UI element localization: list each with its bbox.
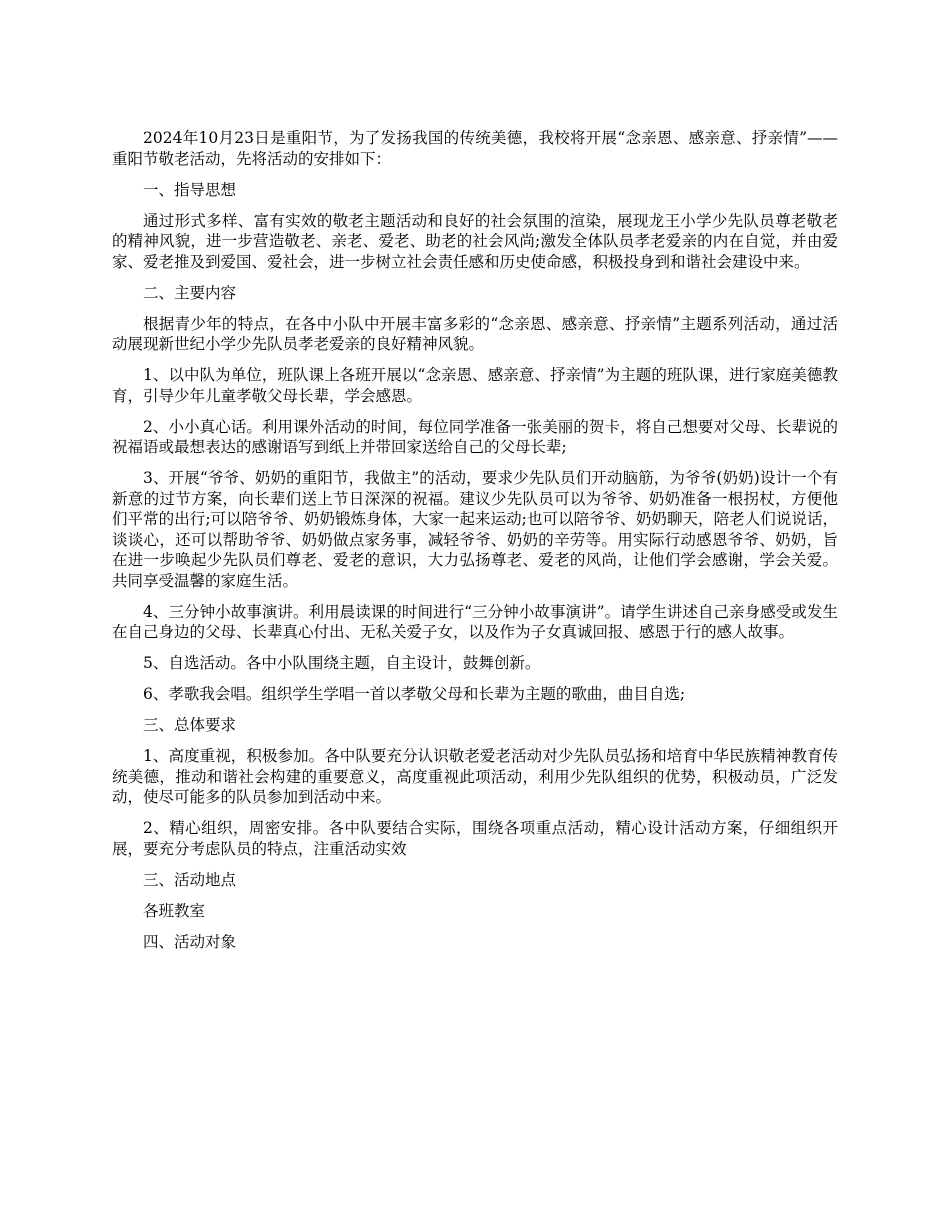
main-content-paragraph: 根据青少年的特点，在各中小队中开展丰富多彩的“念亲恩、感亲意、抒亲情”主题系列活动，通过活动展现新世纪小学少先队员孝老爱亲的良好精神风貌。 — [112, 314, 838, 353]
section-heading-participants: 四、活动对象 — [143, 932, 237, 951]
content-item-3: 3、开展“爷爷、奶奶的重阳节，我做主”的活动，要求少先队员们开动脑筋，为爷爷(奶奶)设计一个有新意的过节方案，向长辈们送上节日深深的祝福。建议少先队员可以为爷爷、奶奶准备一根拐杖，方便他们平常的出行;可以陪爷爷、奶奶锻炼身体，大家一起来运动;也可以陪爷爷、奶奶聊天，陪老人们说说话，谈谈心，还可以帮助爷爷、奶奶做点家务事，减轻爷爷、奶奶的辛劳等。用实际行动感恩爷爷、奶奶，旨在进一步唤起少先队员们尊老、爱老的意识，大力弘扬尊老、爱老的风尚，让他们学会感谢，学会关爱。共同享受温馨的家庭生活。 — [112, 469, 838, 590]
content-item-1: 1、以中队为单位，班队课上各班开展以“念亲恩、感亲意、抒亲情”为主题的班队课，进行家庭美德教育，引导少年儿童孝敬父母长辈，学会感恩。 — [112, 366, 838, 405]
content-item-5: 5、自选活动。各中小队围绕主题，自主设计，鼓舞创新。 — [143, 654, 541, 672]
document-page — [112, 128, 838, 963]
content-item-4: 4、三分钟小故事演讲。利用晨读课的时间进行“三分钟小故事演讲”。请学生讲述自己亲身感受或发生在自己身边的父母、长辈真心付出、无私关爱子女，以及作为子女真诚回报、感恩于行的感人故事。 — [112, 602, 838, 641]
content-item-6: 6、孝歌我会唱。组织学生学唱一首以孝敬父母和长辈为主题的歌曲，曲目自选; — [143, 685, 686, 703]
section-heading-guiding-ideology: 一、指导思想 — [143, 180, 237, 199]
intro-paragraph: 2024年10月23日是重阳节，为了发扬我国的传统美德，我校将开展“念亲恩、感亲意、抒亲情”——重阳节敬老活动，先将活动的安排如下： — [112, 129, 838, 168]
content-item-2: 2、小小真心话。利用课外活动的时间，每位同学准备一张美丽的贺卡，将自己想要对父母、长辈说的祝福语或最想表达的感谢语写到纸上并带回家送给自己的父母长辈; — [112, 417, 838, 456]
location-paragraph: 各班教室 — [143, 901, 206, 920]
section-heading-requirements: 三、总体要求 — [143, 716, 237, 734]
requirement-item-1: 1、高度重视，积极参加。各中队要充分认识敬老爱老活动对少先队员弘扬和培育中华民族精神教育传统美德，推动和谐社会构建的重要意义，高度重视此项活动，利用少先队组织的优势，积极动员，广泛发动，使尽可能多的队员参加到活动中来。 — [112, 747, 838, 806]
section-heading-location: 三、活动地点 — [143, 870, 237, 889]
requirement-item-2: 2、精心组织，周密安排。各中队要结合实际，围绕各项重点活动，精心设计活动方案，仔细组织开展，要充分考虑队员的特点，注重活动实效 — [112, 819, 838, 858]
guiding-ideology-paragraph: 通过形式多样、富有实效的敬老主题活动和良好的社会氛围的渲染，展现龙王小学少先队员尊老敬老的精神风貌，进一步营造敬老、亲老、爱老、助老的社会风尚;激发全体队员孝老爱亲的内在自觉，并由爱家、爱老推及到爱国、爱社会，进一步树立社会责任感和历史使命感，积极投身到和谐社会建设中来。 — [112, 211, 838, 271]
section-heading-main-content: 二、主要内容 — [143, 283, 237, 302]
